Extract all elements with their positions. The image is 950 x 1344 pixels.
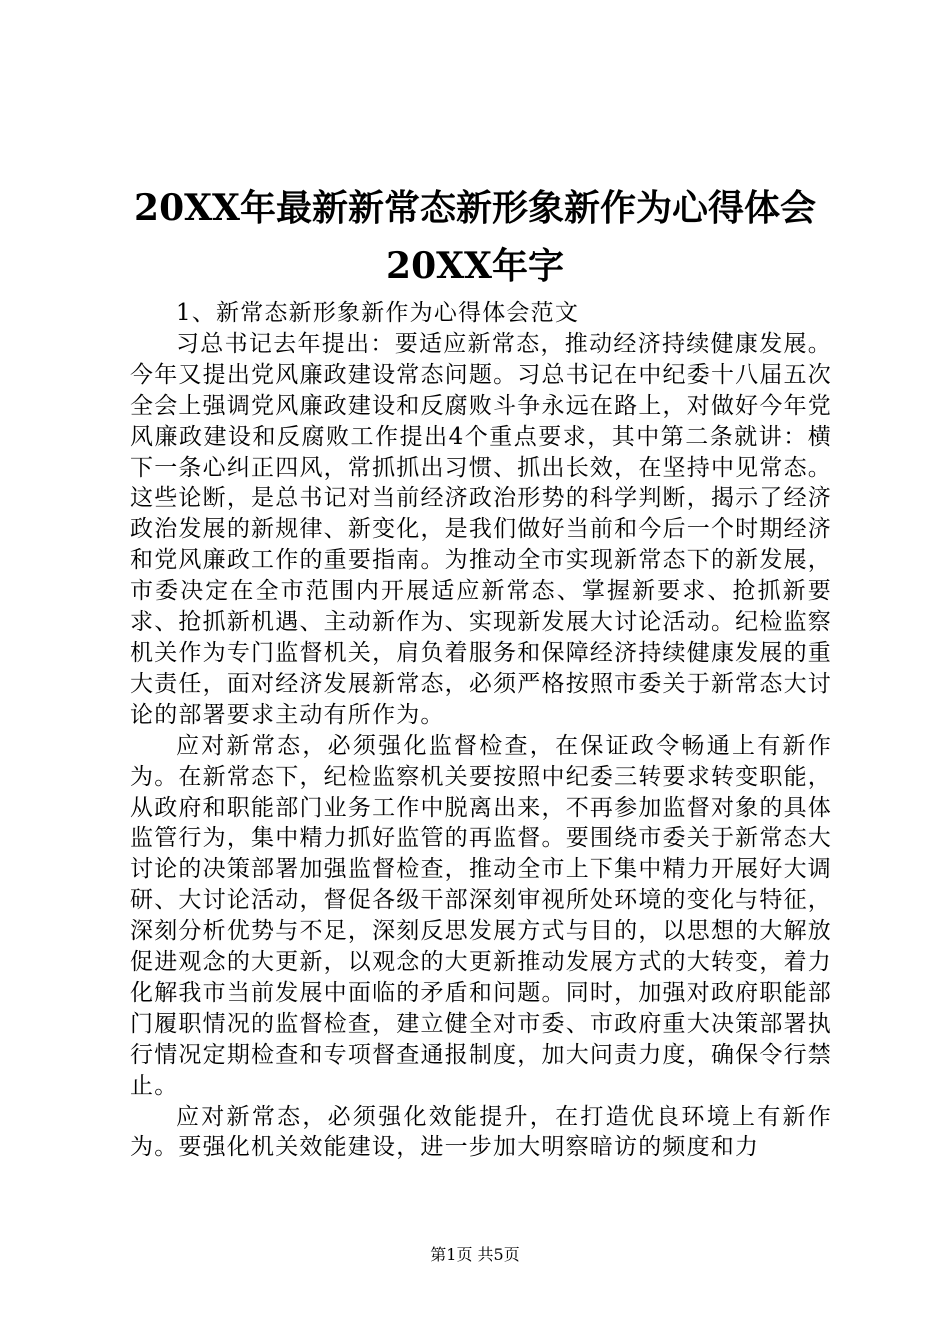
document-title-line2: 20XX年字 xyxy=(386,245,564,287)
paragraph: 应对新常态，必须强化效能提升，在打造优良环境上有新作为。要强化机关效能建设，进一步加大明察暗访的频度和力 xyxy=(130,1103,832,1161)
paragraph: 习总书记去年提出：要适应新常态，推动经济持续健康发展。今年又提出党风廉政建设常态问题。习总书记在中纪委十八届五次全会上强调党风廉政建设和反腐败斗争永远在路上，对做好今年党风廉政建设和反腐败工作提出4个重点要求，其中第二条就讲：横下一条心纠正四风，常抓抓出习惯、抓出长效，在坚持中见常态。这些论断，是总书记对当前经济政治形势的科学判断，揭示了经济政治发展的新规律、新变化，是我们做好当前和今后一个时期经济和党风廉政工作的重要指南。为推动全市实现新常态下的新发展，市委决定在全市范围内开展适应新常态、掌握新要求、抢抓新要求、抢抓新机遇、主动新作为、实现新发展大讨论活动。纪检监察机关作为专门监督机关，肩负着服务和保障经济持续健康发展的重大责任，面对经济发展新常态，必须严格按照市委关于新常态大讨论的部署要求主动有所作为。 xyxy=(130,330,832,728)
paragraph: 应对新常态，必须强化监督检查，在保证政令畅通上有新作为。在新常态下，纪检监察机关要按照中纪委三转要求转变职能，从政府和职能部门业务工作中脱离出来，不再参加监督对象的具体监管行为，集中精力抓好监管的再监督。要围绕市委关于新常态大讨论的决策部署加强监督检查，推动全市上下集中精力开展好大调研、大讨论活动，督促各级干部深刻审视所处环境的变化与特征，深刻分析优势与不足，深刻反思发展方式与目的，以思想的大解放促进观念的大更新，以观念的大更新推动发展方式的大转变，着力化解我市当前发展中面临的矛盾和问题。同时，加强对政府职能部门履职情况的监督检查，建立健全对市委、市政府重大决策部署执行情况定期检查和专项督查通报制度，加大问责力度，确保令行禁止。 xyxy=(130,732,832,1099)
document-body xyxy=(130,298,832,1163)
page-footer: 第1页 共5页 xyxy=(430,1245,520,1264)
paragraph-heading: 1、新常态新形象新作为心得体会范文 xyxy=(176,300,580,326)
document-title-line1: 20XX年最新新常态新形象新作为心得体会 xyxy=(134,187,816,229)
